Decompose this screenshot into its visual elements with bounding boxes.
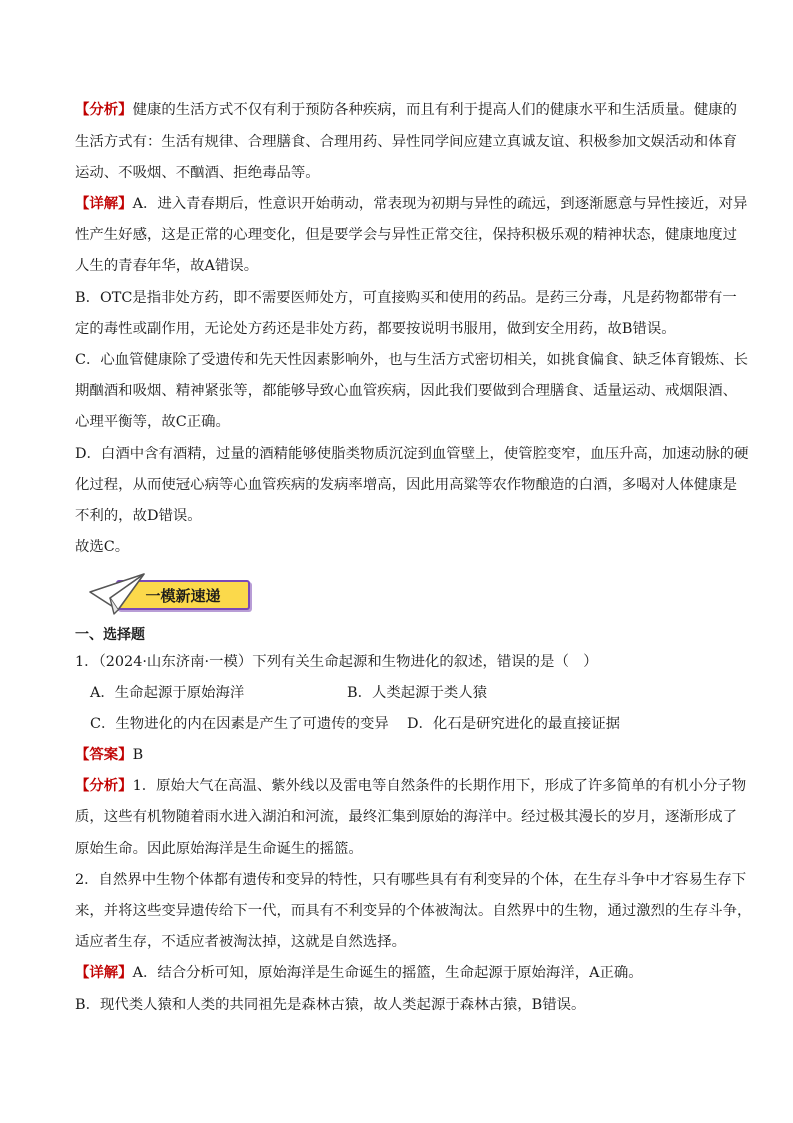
q-analysis-line (75, 776, 747, 796)
detail-line: 化过程，从而使冠心病等心血管疾病的发病率增高，因此用高粱等农作物酿造的白酒，多喝对人体健康是 (75, 477, 737, 493)
detail-line: 期酗酒和吸烟、精神紧张等，都能够导致心血管疾病，因此我们要做到合理膳食、适量运动、戒烟限酒、 (75, 383, 737, 399)
analysis-line: 生活方式有：生活有规律、合理膳食、合理用药、异性同学间应建立真诚友谊、积极参加文娱活动和体育 (75, 134, 737, 150)
q-detail-line (75, 963, 725, 983)
option-c: C．生物进化的内在因素是产生了可遗传的变异 (90, 716, 389, 732)
text: 1．原始大气在高温、紫外线以及雷电等自然条件的长期作用下，形成了许多简单的有机小分子物 (132, 778, 747, 794)
detail-tag: 【详解】 (75, 195, 133, 212)
text: A．结合分析可知，原始海洋是生命诞生的摇篮，生命起源于原始海洋，A正确。 (132, 965, 643, 981)
option-b: B．人类起源于类人猿 (347, 685, 488, 701)
detail-line: 性产生好感，这是正常的心理变化，但是要学会与异性正常交往，保持积极乐观的精神状态，健康地度过 (75, 227, 737, 243)
answer-tag: 【答案】 (75, 746, 133, 763)
section-banner (88, 570, 258, 618)
q-analysis-line: 适应者生存，不适应者被淘汰掉，这就是自然选择。 (75, 934, 406, 950)
q-analysis-line: 原始生命。因此原始海洋是生命诞生的摇篮。 (75, 841, 363, 857)
section-heading: 一、选择题 (75, 627, 145, 643)
detail-line: D．白酒中含有酒精，过量的酒精能够使脂类物质沉淀到血管壁上，使管腔变窄，血压升高，加速动脉的硬 (75, 446, 749, 462)
q-analysis-line: 来，并将这些变异遗传给下一代，而具有不利变异的个体被淘汰。自然界中的生物，通过激烈的生存斗争， (75, 903, 752, 919)
conclusion-line: 故选C。 (75, 539, 130, 555)
detail-line: 心理平衡等，故C正确。 (75, 414, 230, 430)
paper-plane-icon (88, 570, 148, 618)
banner-label: 一模新速递 (145, 586, 221, 605)
detail-line: B．OTC是指非处方药，即不需要医师处方，可直接购买和使用的药品。是药三分毒，凡是药物都带有一 (75, 290, 737, 306)
detail-line (75, 194, 748, 214)
q-analysis-line: 2．自然界中生物个体都有遗传和变异的特性，只有哪些具有有利变异的个体，在生存斗争中才容易生存下 (75, 872, 747, 888)
analysis-tag: 【分析】 (75, 777, 133, 794)
q-analysis-line: 质，这些有机物随着雨水进入湖泊和河流，最终汇集到原始的海洋中。经过极其漫长的岁月，逐渐形成了 (75, 809, 737, 825)
detail-line: C．心血管健康除了受遗传和先天性因素影响外，也与生活方式密切相关，如挑食偏食、缺乏体育锻炼、长 (75, 352, 748, 368)
analysis-line (75, 100, 737, 120)
detail-line: 人生的青春年华，故A错误。 (75, 258, 259, 274)
question-stem: 1．（2024·山东济南·一模）下列有关生命起源和生物进化的叙述，错误的是（ ） (75, 654, 598, 670)
option-d: D．化石是研究进化的最直接证据 (407, 716, 621, 732)
option-a: A．生命起源于原始海洋 (90, 685, 245, 701)
analysis-line: 运动、不吸烟、不酗酒、拒绝毒品等。 (75, 165, 320, 181)
q-detail-line: B．现代类人猿和人类的共同祖先是森林古猿，故人类起源于森林古猿，B错误。 (75, 997, 586, 1013)
detail-tag: 【详解】 (75, 964, 133, 981)
analysis-tag: 【分析】 (75, 101, 133, 118)
answer-value: B (132, 747, 144, 763)
answer-line (75, 745, 725, 765)
detail-line: 不利的，故D错误。 (75, 508, 202, 524)
text: A．进入青春期后，性意识开始萌动，常表现为初期与异性的疏远，到逐渐愿意与异性接近，对异 (132, 196, 748, 212)
text: 健康的生活方式不仅有利于预防各种疾病，而且有利于提高人们的健康水平和生活质量。健康的 (132, 102, 737, 118)
detail-line: 定的毒性或副作用，无论处方药还是非处方药，都要按说明书服用，做到安全用药，故B错误。 (75, 321, 676, 337)
